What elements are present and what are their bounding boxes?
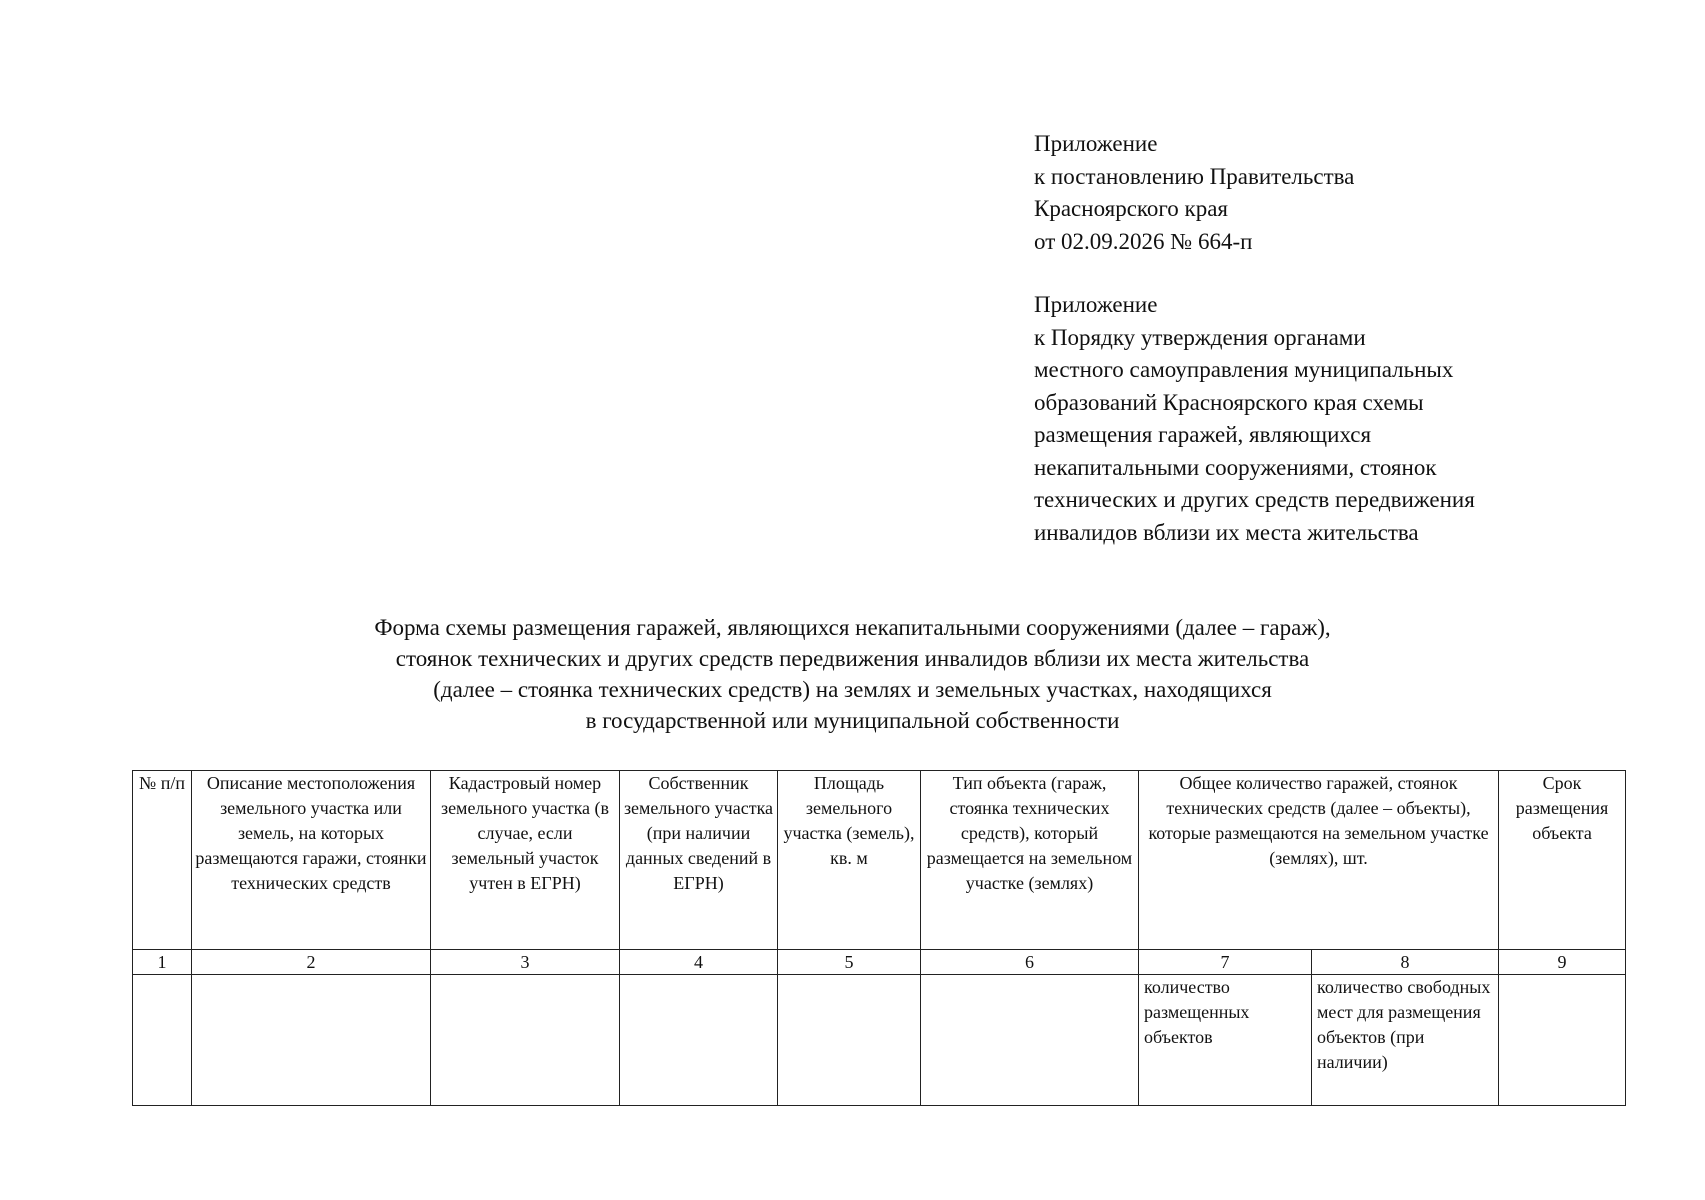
column-number: 6 xyxy=(921,950,1139,975)
annex-line: инвалидов вблизи их места жительства xyxy=(1034,519,1419,545)
annex-line: Приложение xyxy=(1034,292,1158,317)
header-cell-total-objects: Общее количество гаражей, стоянок технических средств (далее – объекты), которые размещаются на земельном участке (землях), шт. xyxy=(1139,771,1499,950)
column-number: 7 xyxy=(1139,950,1312,975)
header-cell-area: Площадь земельного участка (земель), кв. м xyxy=(778,771,921,950)
header-cell-object-type: Тип объекта (гараж, стоянка технических средств), который размещается на земельном участке (землях) xyxy=(921,771,1139,950)
table-row xyxy=(133,975,1626,1106)
table-cell-empty xyxy=(778,975,921,1106)
table-header-row xyxy=(133,771,1626,950)
form-title-line: (далее – стоянка технических средств) на землях и земельных участках, находящихся xyxy=(433,677,1272,702)
header-cell-owner: Собственник земельного участка (при наличии данных сведений в ЕГРН) xyxy=(620,771,778,950)
table-cell-empty xyxy=(431,975,620,1106)
subheader-free-places: количество свободных мест для размещения объектов (при наличии) xyxy=(1312,975,1499,1106)
annex-line: от 02.09.2026 № 664-п xyxy=(1034,228,1253,254)
column-number: 9 xyxy=(1499,950,1626,975)
form-title-line: в государственной или муниципальной собственности xyxy=(585,708,1120,733)
annex-line: к постановлению Правительства xyxy=(1034,163,1355,189)
table-cell-empty xyxy=(133,975,192,1106)
column-number: 8 xyxy=(1312,950,1499,975)
header-cell-location: Описание местоположения земельного участка или земель, на которых размещаются гаражи, стоянки технических средств xyxy=(192,771,431,950)
annex-line: образований Красноярского края схемы xyxy=(1034,389,1424,415)
table-cell-empty xyxy=(921,975,1139,1106)
table-cell-empty xyxy=(192,975,431,1106)
annex-line: некапитальными сооружениями, стоянок xyxy=(1034,454,1437,480)
annex-header-order xyxy=(1034,289,1475,549)
header-cell-placement-term: Срок размещения объекта xyxy=(1499,771,1626,950)
annex-line: технических и других средств передвижения xyxy=(1034,487,1475,512)
form-title-line: Форма схемы размещения гаражей, являющихся некапитальными сооружениями (далее – гараж), xyxy=(374,615,1331,640)
annex-header-resolution xyxy=(1034,128,1354,258)
placement-scheme-table xyxy=(132,770,1626,1106)
form-title-line: стоянок технических и других средств передвижения инвалидов вблизи их места жительства xyxy=(395,646,1310,671)
column-number: 1 xyxy=(133,950,192,975)
column-number: 3 xyxy=(431,950,620,975)
header-cell-number: № п/п xyxy=(133,771,192,950)
table-cell-empty xyxy=(1499,975,1626,1106)
annex-line: к Порядку утверждения органами xyxy=(1034,324,1366,350)
header-cell-cadastral-number: Кадастровый номер земельного участка (в случае, если земельный участок учтен в ЕГРН) xyxy=(431,771,620,950)
column-number: 4 xyxy=(620,950,778,975)
column-number-row xyxy=(133,950,1626,975)
table-cell-empty xyxy=(620,975,778,1106)
column-number: 5 xyxy=(778,950,921,975)
annex-line: Приложение xyxy=(1034,131,1158,156)
annex-line: Красноярского края xyxy=(1034,196,1228,221)
annex-line: местного самоуправления муниципальных xyxy=(1034,357,1454,382)
column-number: 2 xyxy=(192,950,431,975)
form-title xyxy=(0,612,1705,736)
subheader-placed-objects: количество размещенных объектов xyxy=(1139,975,1312,1106)
annex-line: размещения гаражей, являющихся xyxy=(1034,422,1372,447)
